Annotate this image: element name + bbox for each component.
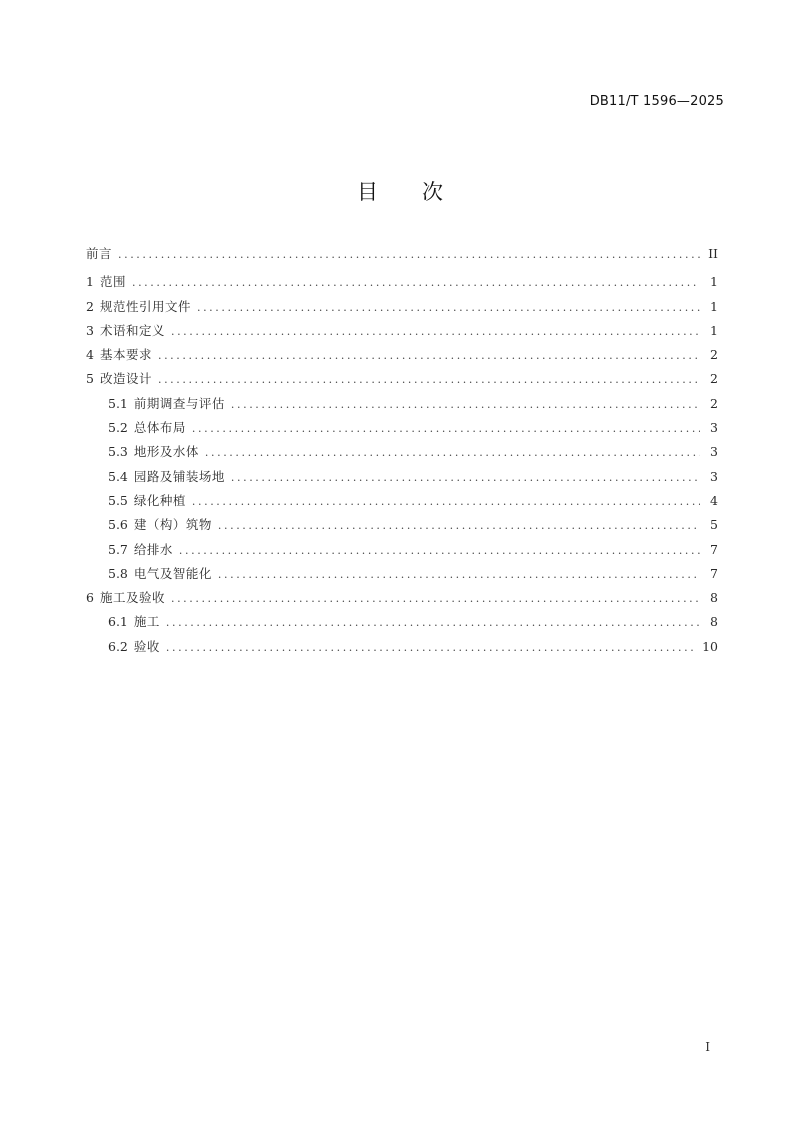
toc-entry-number: 5.2: [108, 420, 128, 436]
toc-entry-6-1[interactable]: [86, 612, 718, 636]
toc-entry-5[interactable]: [86, 369, 718, 393]
toc-entry-page: 7: [710, 565, 718, 581]
toc-entry-5-4[interactable]: [86, 467, 718, 491]
toc-entry-page: 1: [710, 298, 718, 314]
toc-entry-page: 1: [710, 322, 718, 338]
toc-entry-number: 5.3: [108, 444, 128, 460]
dot-leader: [171, 322, 700, 342]
toc-entry-page: 8: [710, 614, 718, 630]
page-number: I: [705, 1040, 710, 1054]
toc-entry-label: 总体布局: [133, 420, 186, 436]
toc-entry-5-1[interactable]: [86, 394, 718, 418]
toc-entry-label: 基本要求: [99, 347, 152, 363]
toc-entry-number: 2: [86, 298, 94, 314]
toc-entry-number: 1: [86, 274, 94, 290]
toc-entry-page: 2: [710, 371, 718, 387]
toc-entry-page: 4: [710, 492, 718, 508]
toc-entry-4[interactable]: [86, 345, 718, 369]
toc-entry-label: 施工及验收: [99, 590, 165, 606]
toc-entry-5-2[interactable]: [86, 418, 718, 442]
toc-entry-5-3[interactable]: [86, 442, 718, 466]
dot-leader: [132, 273, 700, 293]
toc-entry-page: 1: [710, 274, 718, 290]
toc-entry-number: 5.5: [108, 492, 128, 508]
toc-entry-number: 6.1: [108, 614, 128, 630]
toc-entry-label: 绿化种植: [133, 492, 186, 508]
dot-leader: [218, 565, 700, 585]
toc-entry-label: 施工: [133, 614, 160, 630]
dot-leader: [158, 346, 700, 366]
toc-entry-page: 2: [710, 395, 718, 411]
dot-leader: [231, 395, 700, 415]
dot-leader: [166, 613, 700, 633]
toc-entry-number: 3: [86, 322, 94, 338]
dot-leader: [166, 638, 696, 658]
toc-entry-page: 5: [710, 517, 718, 533]
toc-entry-number: 5.1: [108, 395, 128, 411]
toc-entry-label: 验收: [133, 638, 160, 654]
toc-entry-label: 建（构）筑物: [133, 517, 212, 533]
toc-entry-label: 范围: [99, 274, 126, 290]
dot-leader: [192, 492, 700, 512]
dot-leader: [205, 443, 700, 463]
dot-leader: [158, 370, 700, 390]
dot-leader: [218, 516, 700, 536]
toc-entry-label: 前言: [86, 246, 113, 261]
dot-leader: [197, 298, 700, 318]
toc-entry-page: 7: [710, 541, 718, 557]
toc-entry-label: 电气及智能化: [133, 565, 212, 581]
dot-leader: [192, 419, 700, 439]
toc-entry-number: 5.6: [108, 517, 128, 533]
toc-entry-label: 地形及水体: [133, 444, 199, 460]
toc-entry-page: 8: [710, 590, 718, 606]
toc-entry-page: 3: [710, 468, 718, 484]
toc-entry-label: 规范性引用文件: [99, 298, 191, 314]
table-of-contents: [86, 244, 718, 661]
toc-entry-2[interactable]: [86, 297, 718, 321]
toc-entry-number: 5: [86, 371, 94, 387]
toc-entry-number: 5.7: [108, 541, 128, 557]
toc-entry-label: 前期调查与评估: [133, 395, 225, 411]
dot-leader: [171, 589, 700, 609]
toc-entry-page: 3: [710, 444, 718, 460]
toc-entry-1[interactable]: [86, 272, 718, 296]
toc-entry-6[interactable]: [86, 588, 718, 612]
toc-entry-5-6[interactable]: [86, 515, 718, 539]
toc-entry-page: 2: [710, 347, 718, 363]
dot-leader: [179, 541, 700, 561]
toc-entry-page: II: [708, 246, 718, 261]
toc-entry-5-7[interactable]: [86, 540, 718, 564]
toc-entry-number: 4: [86, 347, 94, 363]
toc-title-char-1: 目: [357, 180, 378, 204]
toc-title: [0, 176, 800, 206]
toc-title-char-2: 次: [422, 180, 443, 204]
toc-entry-label: 园路及铺装场地: [133, 468, 225, 484]
toc-entry-foreword[interactable]: [86, 244, 718, 268]
toc-entry-number: 6: [86, 590, 94, 606]
toc-entry-page: 10: [702, 638, 718, 654]
toc-entry-label: 术语和定义: [99, 322, 165, 338]
toc-entry-page: 3: [710, 420, 718, 436]
toc-entry-3[interactable]: [86, 321, 718, 345]
toc-entry-number: 5.4: [108, 468, 128, 484]
toc-entry-number: 6.2: [108, 638, 128, 654]
toc-entry-5-5[interactable]: [86, 491, 718, 515]
dot-leader: [118, 245, 700, 265]
toc-entry-number: 5.8: [108, 565, 128, 581]
document-code: DB11/T 1596—2025: [589, 94, 724, 109]
toc-entry-6-2[interactable]: [86, 637, 718, 661]
dot-leader: [231, 468, 700, 488]
toc-entry-5-8[interactable]: [86, 564, 718, 588]
toc-entry-label: 改造设计: [99, 371, 152, 387]
toc-entry-label: 给排水: [133, 541, 173, 557]
